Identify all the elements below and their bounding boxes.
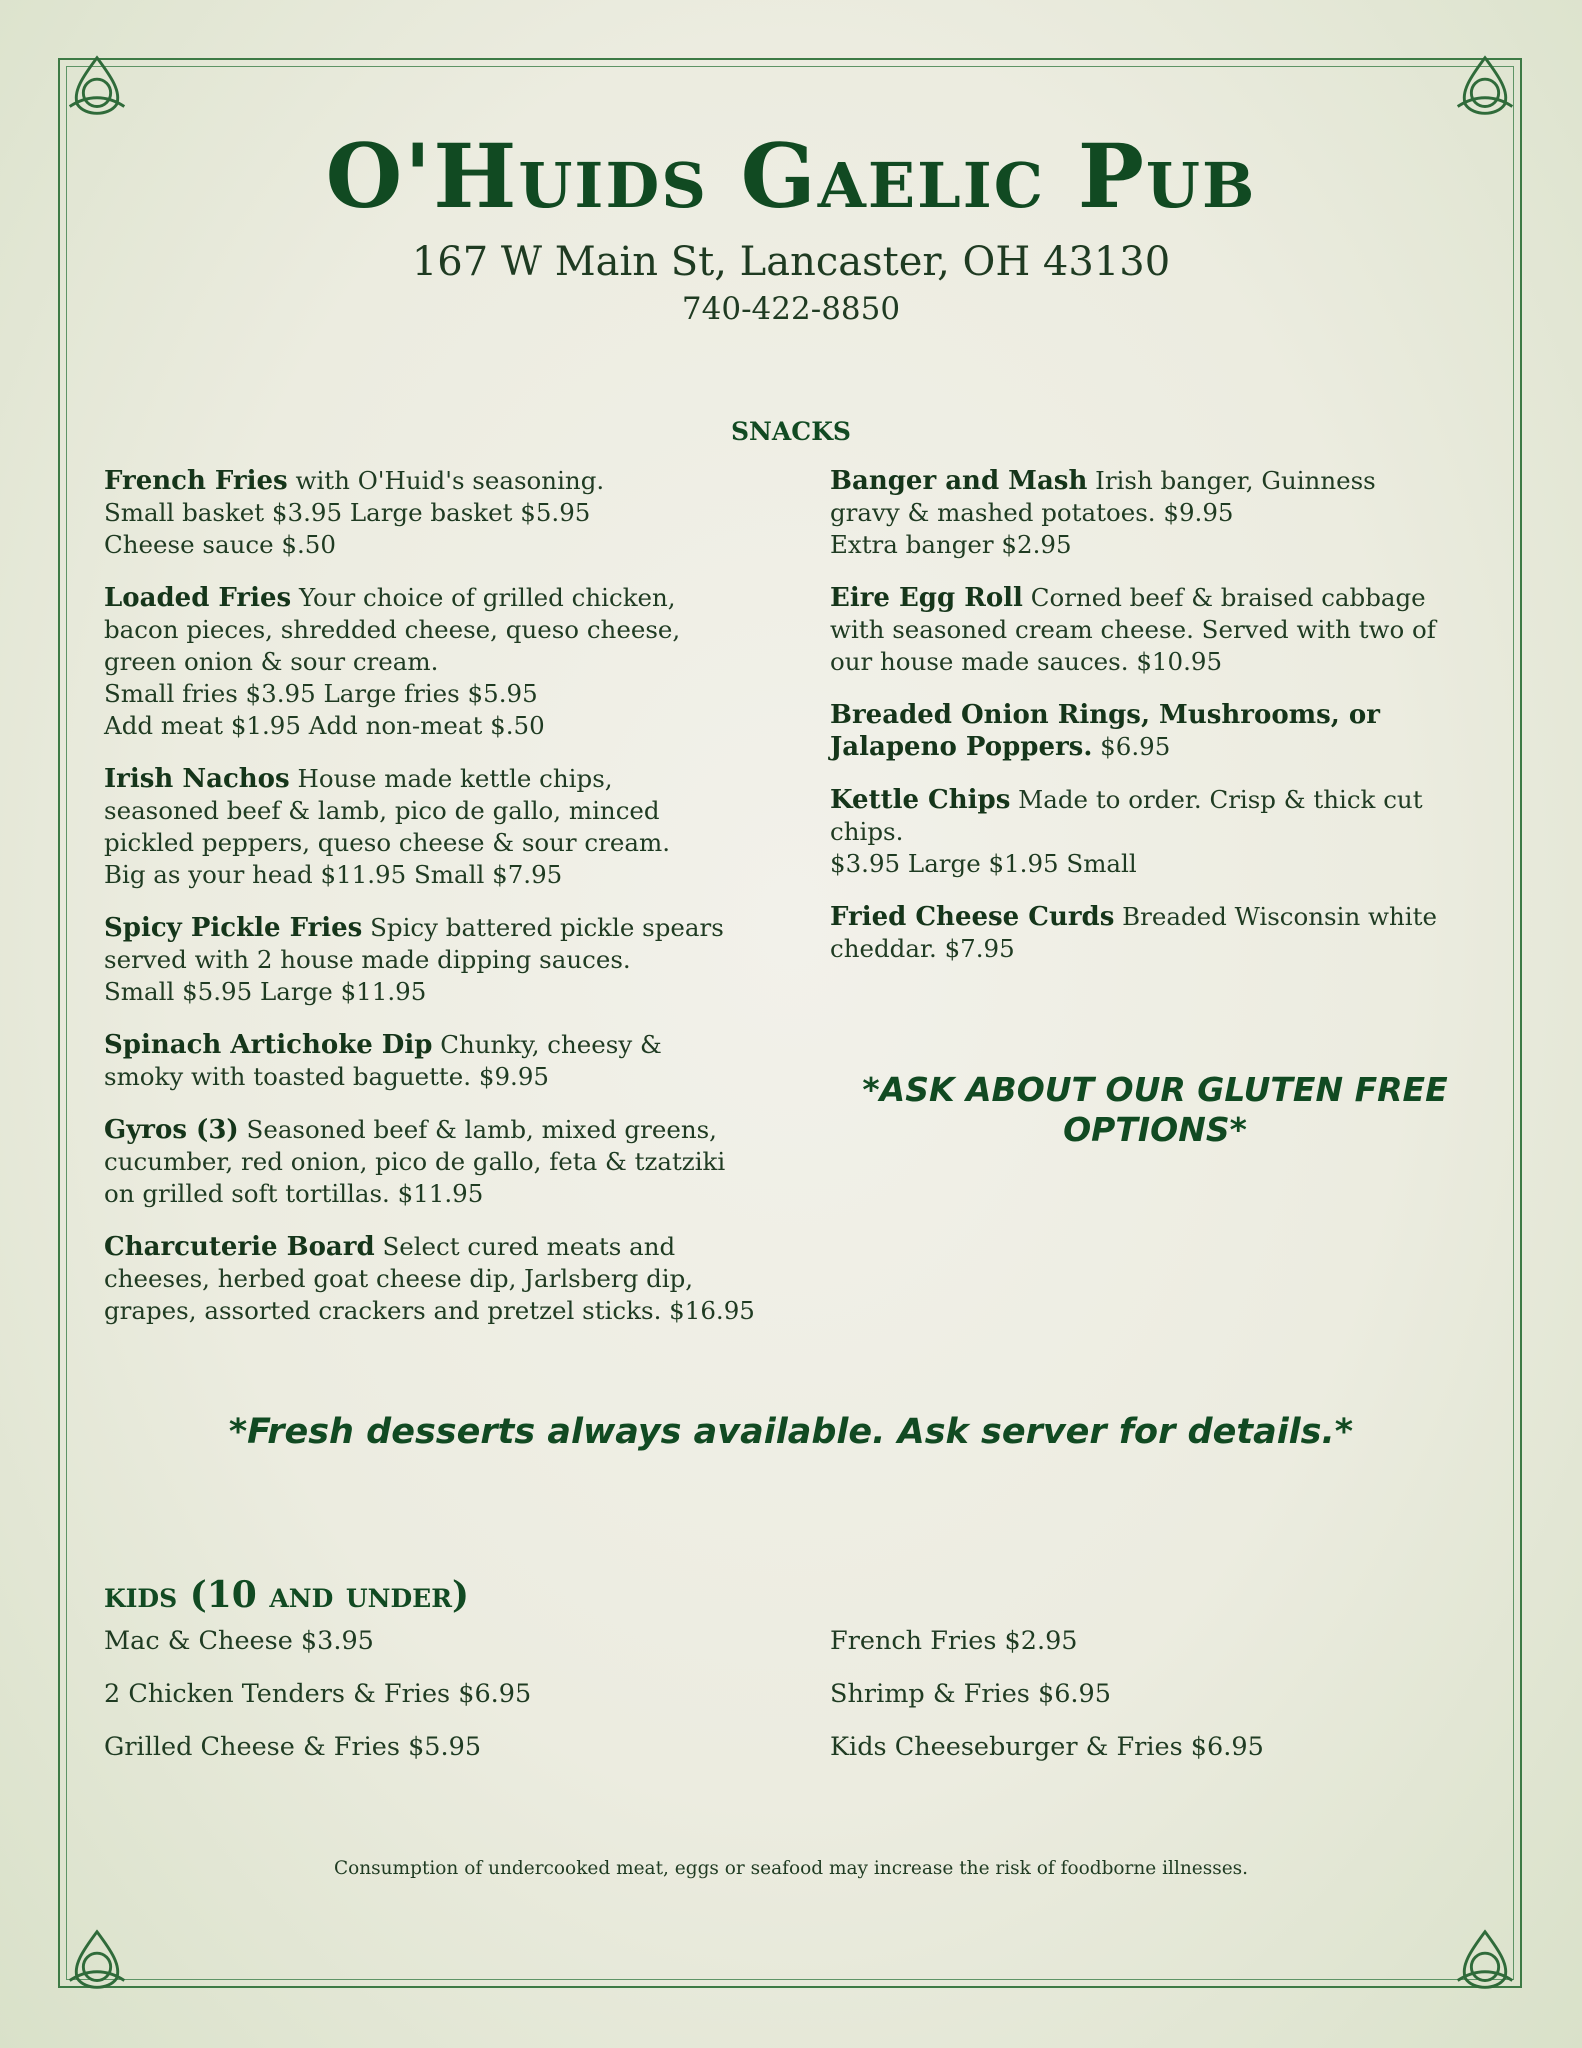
menu-item-line [830,465,1480,497]
menu-item [104,763,764,891]
menu-item-desc: cucumber, red onion, pico de gallo, feta & tzatziki [104,1147,726,1176]
menu-item-line [104,912,764,944]
menu-item-desc: Select cured meats and [382,1232,676,1261]
food-safety-disclaimer: Consumption of undercooked meat, eggs or seafood may increase the risk of foodborne illnesses. [333,1858,1249,1879]
menu-item-line [104,827,764,859]
menu-item-desc: Add meat $1.95 Add non-meat $.50 [104,711,545,740]
menu-item-desc: Big as your head $11.95 Small $7.95 [104,860,563,889]
menu-item-desc: Cheese sauce $.50 [104,530,336,559]
menu-item-line [104,710,764,742]
menu-item [104,1231,764,1327]
menu-item-desc: Seasoned beef & lamb, mixed greens, [246,1115,717,1144]
menu-item-name: Charcuterie Board [104,1232,375,1262]
menu-item-line [104,678,764,710]
menu-item-line [104,1263,764,1295]
menu-item-line [104,795,764,827]
kids-left-column [104,1625,531,1784]
gluten-note-line: OPTIONS* [1063,1110,1247,1149]
menu-item [104,1029,764,1093]
menu-header [0,124,1582,327]
menu-item-name: Loaded Fries [104,583,292,613]
menu-item-line [104,529,764,561]
menu-item-name: Gyros (3) [104,1115,239,1145]
menu-item-line [830,816,1480,848]
menu-item-line [104,497,764,529]
menu-item-name-cont: Jalapeno Poppers. [830,732,1093,762]
menu-item-name: French Fries [104,466,288,496]
menu-item-line [830,784,1480,816]
menu-item-name: Spicy Pickle Fries [104,913,363,943]
menu-item-desc: pickled peppers, queso cheese & sour cream. [104,828,670,857]
menu-item [830,784,1480,880]
menu-item-line [830,933,1480,965]
kids-menu-item: 2 Chicken Tenders & Fries $6.95 [104,1679,532,1709]
menu-item-line [104,944,764,976]
celtic-knot-icon [1446,48,1524,126]
menu-item-desc: cheeses, herbed goat cheese dip, Jarlsberg dip, [104,1264,694,1293]
menu-item-desc: with seasoned cream cheese. Served with two of [830,615,1436,644]
celtic-knot-icon [58,1922,136,2000]
menu-item-desc: grapes, assorted crackers and pretzel sticks. $16.95 [104,1296,755,1325]
menu-item-line [104,763,764,795]
menu-item-desc: Small fries $3.95 Large fries $5.95 [104,679,538,708]
menu-item-desc: bacon pieces, shredded cheese, queso cheese, [104,615,681,644]
menu-item-line [104,1061,764,1093]
menu-item-desc: $3.95 Large $1.95 Small [830,849,1137,878]
menu-item [830,465,1480,561]
menu-item-desc: Irish banger, Guinness [1095,466,1376,495]
menu-item-desc: Extra banger $2.95 [830,530,1072,559]
menu-item-line [104,1178,764,1210]
pub-phone: 740-422-8850 [681,291,901,327]
celtic-knot-icon [58,48,136,126]
menu-item-line [104,1029,764,1061]
kids-menu-item: Kids Cheeseburger & Fries $6.95 [830,1732,1264,1762]
pub-address: 167 W Main St, Lancaster, OH 43130 [411,239,1171,285]
menu-item-desc: House made kettle chips, [297,764,613,793]
menu-item-name: Eire Egg Roll [830,583,1023,613]
menu-item-price: $6.95 [1092,732,1171,761]
menu-item-desc: our house made sauces. $10.95 [830,647,1223,676]
menu-item-desc: served with 2 house made dipping sauces. [104,945,631,974]
menu-item-line [104,614,764,646]
snacks-left-column [104,465,764,1348]
menu-item-line [830,848,1480,880]
menu-item-line [830,901,1480,933]
menu-item-desc: Chunky, cheesy & [440,1030,662,1059]
menu-item-line [830,497,1480,529]
menu-item-desc: Your choice of grilled chicken, [298,583,676,612]
menu-item [830,582,1480,678]
menu-item-line [104,1295,764,1327]
menu-item-name: Breaded Onion Rings, Mushrooms, or [830,700,1380,730]
menu-item-desc: green onion & sour cream. [104,647,439,676]
menu-item [104,465,764,561]
kids-menu-item: Shrimp & Fries $6.95 [830,1679,1111,1709]
menu-item-line [104,646,764,678]
kids-menu-item: Mac & Cheese $3.95 [104,1626,374,1656]
menu-item-line [830,529,1480,561]
menu-item-line [104,582,764,614]
menu-item [830,699,1480,763]
menu-item-desc: with O'Huid's seasoning. [295,466,605,495]
menu-item-desc: Made to order. Crisp & thick cut [1018,785,1423,814]
menu-item-line [104,976,764,1008]
menu-item-line [104,1146,764,1178]
menu-item-desc: Small $5.95 Large $11.95 [104,977,427,1006]
menu-item-line [830,646,1480,678]
menu-item-name: Irish Nachos [104,764,290,794]
pub-name: O'Huids Gaelic Pub [325,124,1257,228]
snacks-section-title: snacks [731,407,851,449]
menu-item-line [104,465,764,497]
menu-item-desc: Breaded Wisconsin white [1122,902,1437,931]
menu-item-name: Spinach Artichoke Dip [104,1030,433,1060]
menu-item-desc: Spicy battered pickle spears [370,913,724,942]
kids-section-title: kids (10 and under) [104,1574,470,1616]
menu-item-desc: smoky with toasted baguette. $9.95 [104,1062,549,1091]
kids-menu-item: French Fries $2.95 [830,1626,1078,1656]
menu-item-desc: on grilled soft tortillas. $11.95 [104,1179,484,1208]
menu-item [104,1114,764,1210]
gluten-free-note [830,1070,1480,1150]
menu-item-name: Fried Cheese Curds [830,902,1115,932]
menu-item-desc: Small basket $3.95 Large basket $5.95 [104,498,591,527]
menu-item-desc: Corned beef & braised cabbage [1030,583,1426,612]
menu-item-desc: seasoned beef & lamb, pico de gallo, minced [104,796,660,825]
kids-right-column [830,1625,1264,1784]
menu-item-line [104,1231,764,1263]
menu-item-line [830,699,1480,763]
kids-menu-item: Grilled Cheese & Fries $5.95 [104,1732,482,1762]
menu-item [104,912,764,1008]
menu-item-line [830,614,1480,646]
celtic-knot-icon [1446,1922,1524,2000]
desserts-note: *Fresh desserts always available. Ask server for details.* [228,1412,1354,1452]
menu-item-line [104,1114,764,1146]
menu-item-line [830,582,1480,614]
menu-item-desc: gravy & mashed potatoes. $9.95 [830,498,1234,527]
menu-item-line [104,859,764,891]
menu-item-name: Banger and Mash [830,466,1088,496]
gluten-note-line: *ASK ABOUT OUR GLUTEN FREE [862,1070,1448,1109]
menu-item-desc: chips. [830,817,904,846]
snacks-right-column [830,465,1480,986]
menu-item [104,582,764,742]
menu-item-name: Kettle Chips [830,785,1011,815]
menu-item-desc: cheddar. $7.95 [830,934,1015,963]
menu-item [830,901,1480,965]
